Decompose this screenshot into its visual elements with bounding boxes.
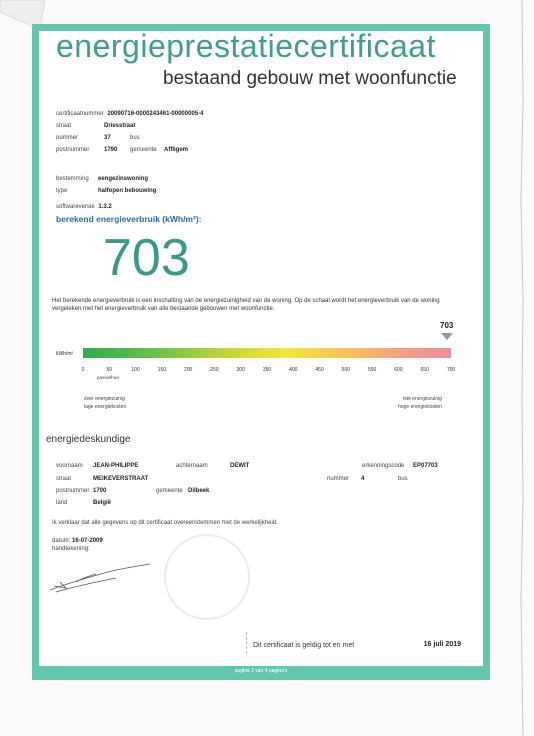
street-value: Driesstraat <box>104 123 136 129</box>
number-value: 37 <box>104 135 111 141</box>
municipality-value: Affligem <box>164 147 188 153</box>
scale-tick: 650 <box>420 367 429 373</box>
high-consumption-legend <box>398 395 442 411</box>
scale-tick: 400 <box>289 367 298 373</box>
expert-bus-label: bus <box>398 476 408 482</box>
scale-marker-arrow <box>441 333 453 340</box>
postcode-label: postnummer <box>56 147 90 153</box>
high-legend-line2: hoge energiekosten <box>398 404 442 410</box>
scale-marker-value: 703 <box>440 321 454 330</box>
expert-postcode-value: 1700 <box>93 488 107 494</box>
scale-tick: 500 <box>341 367 351 373</box>
scale-tick: 550 <box>367 367 377 373</box>
firstname-label: voornaam <box>56 463 83 469</box>
footer-bar <box>32 666 490 680</box>
expert-street-value: MEIKEVERSTRAAT <box>93 476 149 482</box>
scale-tick: 150 <box>157 367 167 373</box>
scale-tick: 0 <box>81 367 85 373</box>
software-label: softwareversie <box>56 204 95 210</box>
scale-tick: 300 <box>236 367 245 373</box>
consumption-explanation: Het berekende energieverbruik is een inschatting van de energiezuinigheid van de woning. Op de schaal wordt het energieverbruik van de woning vergeleken met het energieverbruik van alle bestaande gebouwen met woonfunctie. <box>52 298 440 312</box>
destination-label: bestemming <box>56 176 89 182</box>
document-subtitle: bestaand gebouw met woonfunctie <box>163 68 457 89</box>
municipality-label: gemeente <box>130 147 157 153</box>
expert-number-value: 4 <box>361 476 365 482</box>
country-label: land <box>56 500 68 506</box>
energy-scale-bar <box>83 348 451 358</box>
expert-municipality-label: gemeente <box>156 488 183 494</box>
lastname-label: achternaam <box>176 463 208 469</box>
expert-postcode-label: postnummer <box>56 488 90 494</box>
recognition-label: erkenningscode <box>362 463 405 469</box>
passive-house-label: passiefhuis <box>97 375 120 380</box>
destination-value: eengezinswoning <box>98 176 149 182</box>
date-value: 16-07-2009 <box>72 538 103 544</box>
type-value: halfopen bebouwing <box>98 188 157 194</box>
expert-street-label: straat <box>56 476 72 482</box>
street-label: straat <box>56 123 72 129</box>
scale-tick: 700 <box>446 367 456 373</box>
low-legend-line2: lage energiekosten <box>84 404 127 410</box>
handwritten-signature <box>46 560 156 596</box>
validity-text: Dit certificaat is geldig tot en met <box>253 642 355 649</box>
number-label: nummer <box>56 135 79 141</box>
postcode-value: 1790 <box>104 147 118 153</box>
scale-tick: 450 <box>315 367 324 373</box>
low-legend-line1: zeer energiezuinig <box>84 396 125 402</box>
signature-label: handtekening: <box>52 546 90 552</box>
date-label: datum: <box>52 538 71 544</box>
scale-tick: 200 <box>183 367 193 373</box>
scale-unit: kWh/m² <box>56 351 74 357</box>
scale-tick: 250 <box>210 367 219 373</box>
consumption-value: 703 <box>103 229 190 287</box>
scan-edge <box>516 0 528 736</box>
scale-tick: 600 <box>394 367 403 373</box>
scale-tick: 100 <box>131 367 140 373</box>
consumption-heading: berekend energieverbruik (kWh/m²): <box>56 214 202 224</box>
type-label: type <box>56 188 68 194</box>
scale-tick: 350 <box>262 367 272 373</box>
stamp-seal <box>164 534 250 620</box>
validity-box <box>246 632 467 654</box>
expert-number-label: nummer <box>327 476 350 482</box>
country-value: België <box>93 500 112 506</box>
cert-number-value: 20090716-0000243461-00000005-4 <box>107 111 204 117</box>
cert-number-label: certificaatnummer <box>56 111 104 117</box>
lastname-value: DEWIT <box>230 463 250 469</box>
software-row <box>56 204 112 210</box>
firstname-value: JEAN-PHILIPPE <box>93 463 139 469</box>
document-title: energieprestatiecertificaat <box>56 28 436 64</box>
recognition-value: EP07703 <box>413 463 438 469</box>
expert-heading: energiedeskundige <box>46 434 131 445</box>
declaration-text: Ik verklaar dat alle gegevens op dit certificaat overeenstemmen met de werkelijkheid. <box>52 520 278 526</box>
low-consumption-legend <box>84 395 126 411</box>
expert-municipality-value: Dilbeek <box>188 488 210 494</box>
bus-label: bus <box>130 135 140 141</box>
date-row <box>52 538 103 544</box>
software-value: 1.3.2 <box>98 204 112 210</box>
cert-number-row <box>56 111 203 117</box>
high-legend-line1: niet energiezuinig <box>402 396 442 402</box>
page-indicator: pagina 1 van 4 pagina's <box>234 668 288 674</box>
validity-date: 16 juli 2019 <box>423 641 461 648</box>
scale-tick: 50 <box>106 367 113 373</box>
